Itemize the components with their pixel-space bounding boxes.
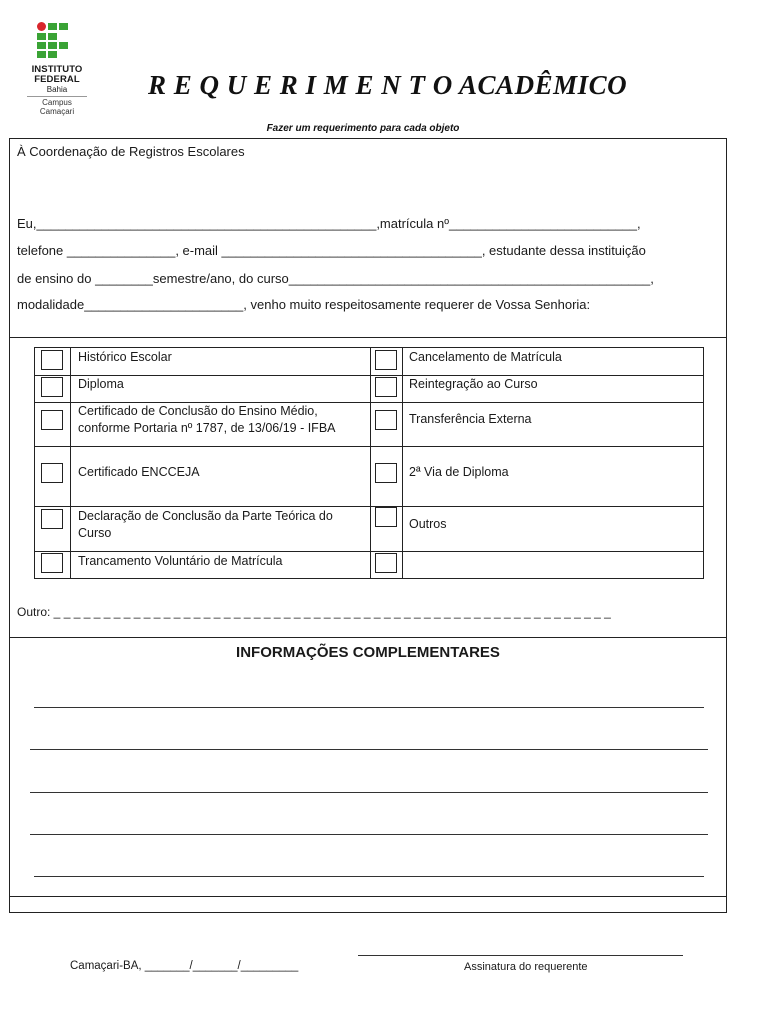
option-label: Transferência Externa <box>409 412 532 426</box>
semester-course-field[interactable]: de ensino do ________semestre/ano, do curso__________________________________________________, <box>17 271 654 286</box>
checkbox-historico[interactable] <box>41 350 63 370</box>
addressee: À Coordenação de Registros Escolares <box>17 144 245 159</box>
signature-label: Assinatura do requerente <box>464 961 588 973</box>
info-title: INFORMAÇÕES COMPLEMENTARES <box>236 644 500 661</box>
info-section <box>9 637 727 913</box>
other-field[interactable]: Outro: _ _ _ _ _ _ _ _ _ _ _ _ _ _ _ _ _ _ _ _ _ _ _ _ _ _ _ _ _ _ _ _ _ _ _ _ _ _ _ _ _ _ _ _ _ _ _ _ _ _ _ _ _ _ _ _ <box>17 605 611 619</box>
options-table <box>34 347 704 579</box>
checkbox-declaracao-conclusao[interactable] <box>41 509 63 529</box>
ifba-logo-mark <box>37 22 77 62</box>
checkbox-outros[interactable] <box>375 507 397 527</box>
option-label: Certificado de Conclusão do Ensino Médio, conforme Portaria nº 1787, de 13/06/19 - IFBA <box>78 404 336 435</box>
info-line[interactable] <box>34 876 704 877</box>
checkbox-segunda-via[interactable] <box>375 463 397 483</box>
ifba-logo <box>22 22 92 122</box>
checkbox-transferencia[interactable] <box>375 410 397 430</box>
logo-text-campus: Campus <box>42 98 72 107</box>
option-label: Histórico Escolar <box>78 350 172 364</box>
checkbox-trancamento[interactable] <box>41 553 63 573</box>
option-label: Declaração de Conclusão da Parte Teórica do Curso <box>78 509 333 540</box>
checkbox-encceja[interactable] <box>41 463 63 483</box>
document-title: R E Q U E R I M E N T O ACADÊMICO <box>148 70 628 100</box>
checkbox-empty[interactable] <box>375 553 397 573</box>
phone-email-field[interactable]: telefone _______________, e-mail ____________________________________, estudante dessa instituição <box>17 243 646 258</box>
option-label: Cancelamento de Matrícula <box>409 350 562 364</box>
name-registration-field[interactable]: Eu,_______________________________________________,matrícula nº__________________________, <box>17 216 641 231</box>
logo-text-bahia: Bahia <box>46 85 68 94</box>
place-date-field[interactable]: Camaçari-BA, _______/_______/_________ <box>70 960 299 972</box>
checkbox-cancelamento[interactable] <box>375 350 397 370</box>
modality-field[interactable]: modalidade______________________, venho muito respeitosamente requerer de Vossa Senhoria: <box>17 297 591 312</box>
logo-text-instituto: INSTITUTO <box>31 64 83 75</box>
checkbox-certificado-ensino-medio[interactable] <box>41 410 63 430</box>
checkbox-diploma[interactable] <box>41 377 63 397</box>
option-label: Diploma <box>78 377 124 391</box>
signature-line[interactable] <box>358 955 683 956</box>
option-label: Reintegração ao Curso <box>409 377 538 391</box>
option-label: Trancamento Voluntário de Matrícula <box>78 554 283 568</box>
logo-text-camacari: Camaçari <box>39 107 75 116</box>
option-label: Certificado ENCCEJA <box>78 465 200 479</box>
info-line[interactable] <box>30 792 708 793</box>
info-line[interactable] <box>30 749 708 750</box>
option-label: 2ª Via de Diploma <box>409 465 509 479</box>
logo-text-federal: FEDERAL <box>34 74 80 85</box>
info-line[interactable] <box>30 834 708 835</box>
document-subtitle: Fazer um requerimento para cada objeto <box>266 123 460 134</box>
option-label: Outros <box>409 517 447 531</box>
checkbox-reintegracao[interactable] <box>375 377 397 397</box>
info-line[interactable] <box>34 707 704 708</box>
